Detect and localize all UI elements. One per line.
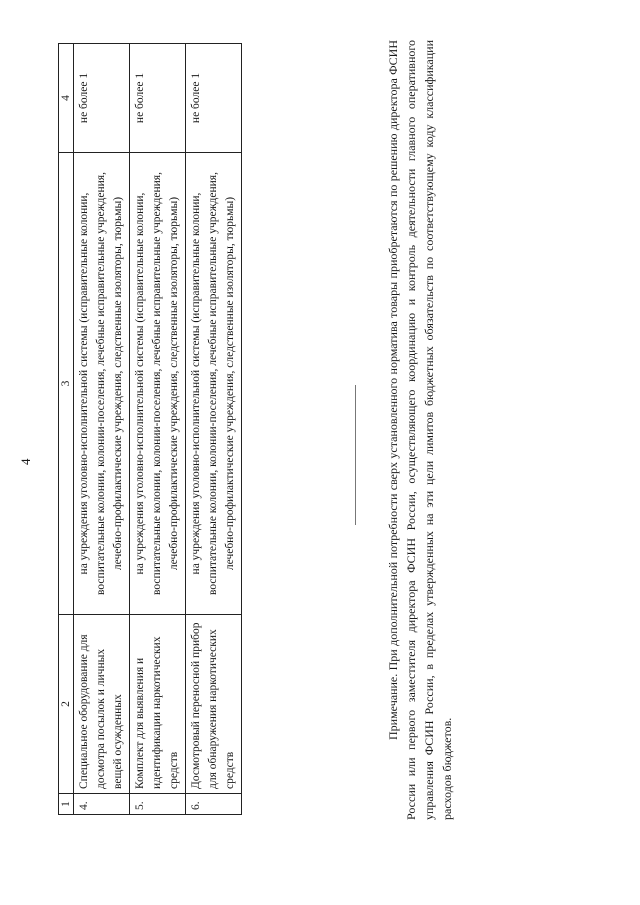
- table-row: [74, 44, 130, 815]
- note-text: При дополнительной потребности сверх установленного норматива товары приобретаются по решению директора ФСИН России или первого заместителя директора ФСИН России, осуществляющего координацию и контроль деятельности главного оперативного управления ФСИН России, в пределах утвержденных на эти цели лимитов бюджетных обязательств по соответствующему коду классификации расходов бюджетов.: [386, 40, 454, 820]
- header-cell: 3: [59, 153, 74, 615]
- row-number: 5.: [130, 794, 186, 815]
- item-name: Специальное оборудование для досмотра посылок и личных вещей осужденных: [74, 615, 130, 794]
- table-row: [186, 44, 242, 815]
- equipment-table: [58, 43, 242, 815]
- item-name: Комплект для выявления и идентификации наркотических средств: [130, 615, 186, 794]
- item-scope: на учреждения уголовно-исполнительной системы (исправительные колонии, воспитательные колонии, колонии-поселения, лечебные исправительные учреждения, лечебно-профилактические учреждения, следственные изоляторы, тюрьмы): [130, 153, 186, 615]
- item-name: Досмотровый переносной прибор для обнаружения наркотических средств: [186, 615, 242, 794]
- item-quantity: не более 1: [130, 44, 186, 153]
- separator-line: [355, 385, 356, 525]
- item-quantity: не более 1: [186, 44, 242, 153]
- header-cell: 2: [59, 615, 74, 794]
- table-row: [130, 44, 186, 815]
- row-number: 4.: [74, 794, 130, 815]
- header-cell: 4: [59, 44, 74, 153]
- note-label: Примечание.: [386, 673, 400, 740]
- item-scope: на учреждения уголовно-исполнительной системы (исправительные колонии, воспитательные колонии, колонии-поселения, лечебные исправительные учреждения, лечебно-профилактические учреждения, следственные изоляторы, тюрьмы): [186, 153, 242, 615]
- footnote-paragraph: [384, 40, 456, 820]
- table-header-row: [59, 44, 74, 815]
- page-number: 4: [18, 458, 33, 465]
- row-number: 6.: [186, 794, 242, 815]
- item-quantity: не более 1: [74, 44, 130, 153]
- item-scope: на учреждения уголовно-исполнительной системы (исправительные колонии, воспитательные колонии, колонии-поселения, лечебные исправительные учреждения, лечебно-профилактические учреждения, следственные изоляторы, тюрьмы): [74, 153, 130, 615]
- header-cell: 1: [59, 794, 74, 815]
